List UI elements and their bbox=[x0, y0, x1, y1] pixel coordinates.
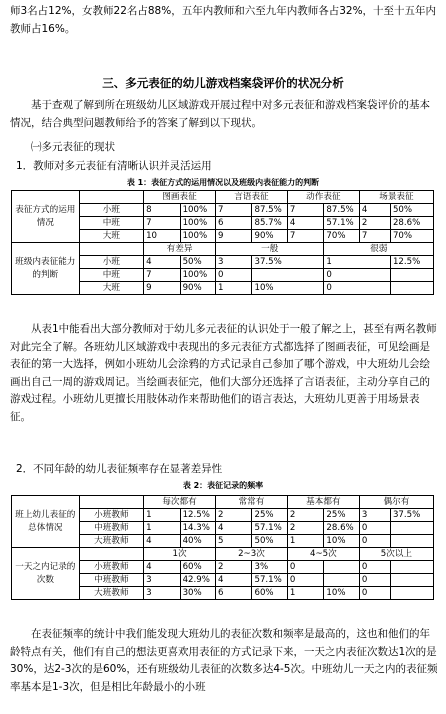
paragraph-analysis-1: 从表1中能看出大部分教师对于幼儿多元表征的认识处于一般了解之上，甚至有两名教师对此完全了解。各班幼儿区域游戏中表现出的多元表征方式都选择了图画表征，可见绘画是表征的第一大选择，例如小班幼儿会涂鸦的方式记录自己参加了哪个游戏，中大班幼儿会绘画出自己一周的游戏周记。当绘画表征完，他们大部分还选择了言语表征，主动分享自己的游戏过程。小班幼儿更擅长用肢体动作来帮助他们的语言表达，大班幼儿更善于用场景表征。 bbox=[10, 323, 437, 423]
table-cell: 37.5% bbox=[252, 256, 324, 269]
table-cell: 90% bbox=[180, 282, 215, 295]
table-cell: 8 bbox=[144, 204, 181, 217]
table-cell: 7 bbox=[287, 230, 324, 243]
table-cell: 87.5% bbox=[252, 204, 287, 217]
table-cell: 0 bbox=[215, 269, 252, 282]
table-cell: 2 bbox=[215, 509, 252, 522]
table-header-cell: 基本都有 bbox=[287, 496, 359, 509]
table-cell: 4 bbox=[287, 217, 324, 230]
item1-heading: 1．教师对多元表征有清晰认识并灵活运用 bbox=[16, 160, 212, 172]
table-header-cell: 每次都有 bbox=[144, 496, 216, 509]
row-label: 中班 bbox=[79, 269, 143, 282]
table-cell: 87.5% bbox=[324, 204, 359, 217]
table-cell bbox=[390, 522, 433, 535]
table-cell: 10% bbox=[252, 282, 324, 295]
table-cell: 9 bbox=[144, 282, 181, 295]
table-cell: 3 bbox=[215, 256, 252, 269]
table-cell: 28.6% bbox=[324, 522, 359, 535]
table-cell: 2 bbox=[359, 217, 390, 230]
table-header-cell: 4~5次 bbox=[287, 548, 359, 561]
row-label: 小班教师 bbox=[79, 509, 143, 522]
table2-caption: 表 2：表征记录的频率 bbox=[182, 481, 264, 490]
table-header-cell: 一般 bbox=[215, 243, 323, 256]
table-cell: 5 bbox=[215, 535, 252, 548]
table-header-cell: 图画表征 bbox=[144, 191, 216, 204]
table-cell: 0 bbox=[287, 561, 324, 574]
table-cell: 90% bbox=[252, 230, 287, 243]
table-cell: 3% bbox=[252, 561, 287, 574]
table-cell: 37.5% bbox=[390, 509, 433, 522]
table2 bbox=[11, 495, 434, 600]
table-cell: 7 bbox=[215, 204, 252, 217]
table-cell bbox=[390, 561, 433, 574]
table-cell: 57.1% bbox=[252, 574, 287, 587]
table-cell: 50% bbox=[390, 204, 433, 217]
table1 bbox=[11, 190, 434, 295]
table-cell bbox=[390, 535, 433, 548]
table-header-cell: 动作表征 bbox=[287, 191, 359, 204]
row-label: 中班教师 bbox=[79, 574, 143, 587]
table-cell bbox=[252, 269, 324, 282]
table-cell: 70% bbox=[324, 230, 359, 243]
table-cell bbox=[390, 282, 433, 295]
table-cell: 1 bbox=[215, 282, 252, 295]
table2-header-row-2 bbox=[12, 548, 434, 561]
item2-heading: 2．不同年龄的幼儿表征频率存在显著差异性 bbox=[16, 463, 223, 475]
table-cell: 25% bbox=[324, 509, 359, 522]
table-cell: 3 bbox=[144, 587, 181, 600]
table2-group1-label: 班上幼儿表征的总体情况 bbox=[12, 496, 80, 548]
table1-header-row bbox=[12, 191, 434, 204]
table-cell bbox=[324, 561, 359, 574]
row-label: 小班 bbox=[79, 204, 143, 217]
table-cell: 12.5% bbox=[390, 256, 433, 269]
table1-caption: 表 1：表征方式的运用情况以及班级内表征能力的判断 bbox=[126, 178, 320, 187]
table-cell: 60% bbox=[252, 587, 287, 600]
table-cell: 57.1% bbox=[252, 522, 287, 535]
table-cell: 85.7% bbox=[252, 217, 287, 230]
table-header-cell: 5次以上 bbox=[359, 548, 433, 561]
table-header-cell: 场景表征 bbox=[359, 191, 433, 204]
table-cell: 42.9% bbox=[180, 574, 215, 587]
paragraph-analysis-2: 在表征频率的统计中我们能发现大班幼儿的表征次数和频率是最高的，这也和他们的年龄特点有关，他们有自己的想法更喜欢用表征的方式记录下来，一天之内表征次数达1次的是30%，达2-3次的是60%，还有班级幼儿表征的次数多达4-5次。中班幼儿一天之内的表征频率基本是1-3次，但是相比年龄最小的小班 bbox=[10, 628, 438, 693]
row-label: 大班教师 bbox=[79, 535, 143, 548]
table-cell: 7 bbox=[287, 204, 324, 217]
table-cell: 2 bbox=[287, 522, 324, 535]
table-cell bbox=[390, 574, 433, 587]
table-cell: 0 bbox=[324, 269, 391, 282]
row-label: 大班 bbox=[79, 282, 143, 295]
table2-header-row bbox=[12, 496, 434, 509]
table-cell: 100% bbox=[180, 204, 215, 217]
table-cell: 0 bbox=[359, 535, 390, 548]
table-cell: 50% bbox=[180, 256, 215, 269]
table1-group1-label: 表征方式的运用情况 bbox=[12, 191, 80, 243]
row-label: 大班教师 bbox=[79, 587, 143, 600]
intro-paragraph: 师3名占12%，女教师22名占88%，五年内教师和六至九年内教师各占32%，十至十五年内教师占16%。 bbox=[10, 5, 437, 35]
table-header-cell: 很弱 bbox=[324, 243, 434, 256]
table1-group2-label: 班级内表征能力的判断 bbox=[12, 243, 80, 295]
table-cell: 4 bbox=[144, 256, 181, 269]
table-cell: 0 bbox=[287, 574, 324, 587]
section-paragraph: 基于查观了解到所在班级幼儿区域游戏开展过程中对多元表征和游戏档案袋评价的基本情况，结合典型问题教师给予的答案了解到以下现状。 bbox=[10, 99, 430, 129]
table-header-cell: 有差异 bbox=[144, 243, 216, 256]
table-cell: 7 bbox=[144, 269, 181, 282]
table-cell: 4 bbox=[144, 561, 181, 574]
table-cell: 0 bbox=[359, 522, 390, 535]
table-cell: 2 bbox=[215, 561, 252, 574]
table-cell: 12.5% bbox=[180, 509, 215, 522]
table-cell bbox=[390, 587, 433, 600]
table-header-cell: 言语表征 bbox=[215, 191, 287, 204]
table-cell: 0 bbox=[359, 574, 390, 587]
table-header-cell: 偶尔有 bbox=[359, 496, 433, 509]
table-cell: 9 bbox=[215, 230, 252, 243]
table-cell: 100% bbox=[180, 230, 215, 243]
section-title: 三、多元表征的幼儿游戏档案袋评价的状况分析 bbox=[102, 76, 344, 90]
table-cell: 100% bbox=[180, 269, 215, 282]
table-cell: 10% bbox=[324, 535, 359, 548]
table-cell: 28.6% bbox=[390, 217, 433, 230]
table-cell: 4 bbox=[215, 522, 252, 535]
table-cell: 0 bbox=[359, 561, 390, 574]
table-cell: 4 bbox=[359, 204, 390, 217]
sub-heading: ㈠多元表征的现状 bbox=[31, 141, 115, 153]
table-cell: 6 bbox=[215, 217, 252, 230]
table-header-cell: 1次 bbox=[144, 548, 216, 561]
table-header-cell: 2~3次 bbox=[215, 548, 287, 561]
table-cell: 60% bbox=[180, 561, 215, 574]
table-cell: 1 bbox=[324, 256, 391, 269]
table-cell: 4 bbox=[144, 535, 181, 548]
table-cell: 25% bbox=[252, 509, 287, 522]
table-cell: 4 bbox=[215, 574, 252, 587]
row-label: 中班 bbox=[79, 217, 143, 230]
table-cell: 10% bbox=[324, 587, 359, 600]
table-cell: 10 bbox=[144, 230, 181, 243]
table-cell: 7 bbox=[144, 217, 181, 230]
table-cell: 1 bbox=[287, 587, 324, 600]
table-cell: 70% bbox=[390, 230, 433, 243]
table-cell: 2 bbox=[287, 509, 324, 522]
table-cell: 40% bbox=[180, 535, 215, 548]
table-cell bbox=[390, 269, 433, 282]
table-cell: 1 bbox=[144, 509, 181, 522]
table-cell: 14.3% bbox=[180, 522, 215, 535]
table1-header-row-2 bbox=[12, 243, 434, 256]
row-label: 小班教师 bbox=[79, 561, 143, 574]
table-cell: 3 bbox=[359, 509, 390, 522]
table-cell: 3 bbox=[144, 574, 181, 587]
table-header-cell: 常常有 bbox=[215, 496, 287, 509]
table-cell bbox=[324, 574, 359, 587]
row-label: 小班 bbox=[79, 256, 143, 269]
table2-group2-label: 一天之内记录的次数 bbox=[12, 548, 80, 600]
table-cell: 0 bbox=[324, 282, 391, 295]
table-cell: 7 bbox=[359, 230, 390, 243]
row-label: 中班教师 bbox=[79, 522, 143, 535]
table-cell: 1 bbox=[144, 522, 181, 535]
table-cell: 1 bbox=[287, 535, 324, 548]
table-cell: 6 bbox=[215, 587, 252, 600]
table-cell: 30% bbox=[180, 587, 215, 600]
table-cell: 0 bbox=[359, 587, 390, 600]
table-cell: 57.1% bbox=[324, 217, 359, 230]
table-cell: 100% bbox=[180, 217, 215, 230]
row-label: 大班 bbox=[79, 230, 143, 243]
table-cell: 50% bbox=[252, 535, 287, 548]
